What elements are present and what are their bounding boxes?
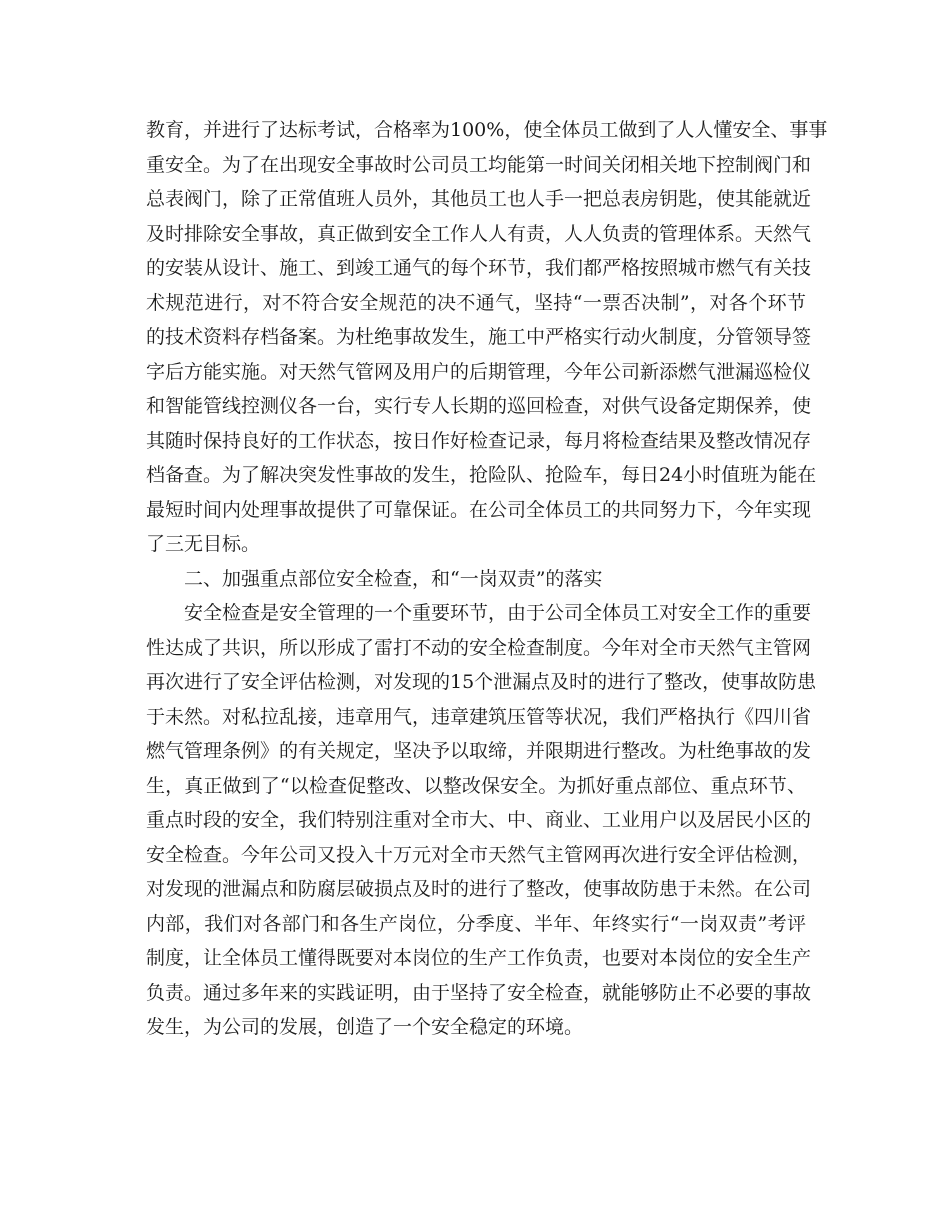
section-heading: 二、加强重点部位安全检查，和“一岗双责”的落实 — [184, 567, 603, 590]
text-line: 燃气管理条例》的有关规定，坚决予以取缔，并限期进行整改。为杜绝事故的发 — [146, 740, 812, 762]
text-line: 重点时段的安全，我们特别注重对全市大、中、商业、工业用户以及居民小区的 — [146, 809, 812, 831]
text-line: 制度，让全体员工懂得既要对本岗位的生产工作负责，也要对本岗位的安全生产 — [146, 947, 812, 969]
paragraph-continuation — [146, 113, 828, 562]
text-line: 安全检查。今年公司又投入十万元对全市天然气主管网再次进行安全评估检测， — [146, 843, 812, 866]
text-line: 的技术资料存档备案。为杜绝事故发生，施工中严格实行动火制度，分管领导签 — [146, 326, 812, 348]
text-line: 生，真正做到了“以检查促整改、以整改保安全。为抓好重点部位、重点环节、 — [146, 774, 806, 797]
paragraph-safety-inspection — [146, 596, 817, 1045]
text-line: 于未然。对私拉乱接，违章用气，违章建筑压管等状况，我们严格执行《四川省 — [146, 705, 812, 728]
document-body — [146, 113, 828, 1045]
text-line: 的安装从设计、施工、到竣工通气的每个环节，我们都严格按照城市燃气有关技 — [146, 257, 812, 279]
text-line: 了三无目标。 — [146, 533, 261, 555]
text-line: 字后方能实施。对天然气管网及用户的后期管理，今年公司新添燃气泄漏巡检仪 — [146, 360, 812, 383]
text-line: 内部，我们对各部门和各生产岗位，分季度、半年、年终实行“一岗双责”考评 — [146, 912, 806, 935]
text-line: 档备查。为了解决突发性事故的发生，抢险队、抢险车，每日24小时值班为能在 — [146, 464, 817, 486]
text-line: 负责。通过多年来的实践证明，由于坚持了安全检查，就能够防止不必要的事故 — [146, 981, 812, 1004]
text-line: 重安全。为了在出现安全事故时公司员工均能第一时间关闭相关地下控制阀门和 — [146, 153, 812, 176]
text-line: 总表阀门，除了正常值班人员外，其他员工也人手一把总表房钥匙，使其能就近 — [146, 188, 812, 210]
text-line: 和智能管线控测仪各一台，实行专人长期的巡回检查，对供气设备定期保养，使 — [146, 395, 812, 417]
text-line: 其随时保持良好的工作状态，按日作好检查记录，每月将检查结果及整改情况存 — [146, 429, 812, 452]
text-line: 发生，为公司的发展，创造了一个安全稳定的环境。 — [146, 1016, 584, 1038]
text-line: 术规范进行，对不符合安全规范的决不通气，坚持“一票否决制”，对各个环节 — [146, 291, 806, 314]
text-line: 再次进行了安全评估检测，对发现的15个泄漏点及时的进行了整改，使事故防患 — [146, 671, 817, 693]
text-line: 最短时间内处理事故提供了可靠保证。在公司全体员工的共同努力下，今年实现 — [146, 498, 812, 521]
text-line: 对发现的泄漏点和防腐层破损点及时的进行了整改，使事故防患于未然。在公司 — [146, 878, 812, 900]
text-line: 性达成了共识，所以形成了雷打不动的安全检查制度。今年对全市天然气主管网 — [146, 636, 812, 659]
text-line: 教育，并进行了达标考试，合格率为100%，使全体员工做到了人人懂安全、事事 — [146, 119, 828, 141]
text-line: 安全检查是安全管理的一个重要环节，由于公司全体员工对安全工作的重要 — [184, 602, 812, 624]
text-line: 及时排除安全事故，真正做到安全工作人人有责，人人负责的管理体系。天然气 — [146, 222, 812, 245]
